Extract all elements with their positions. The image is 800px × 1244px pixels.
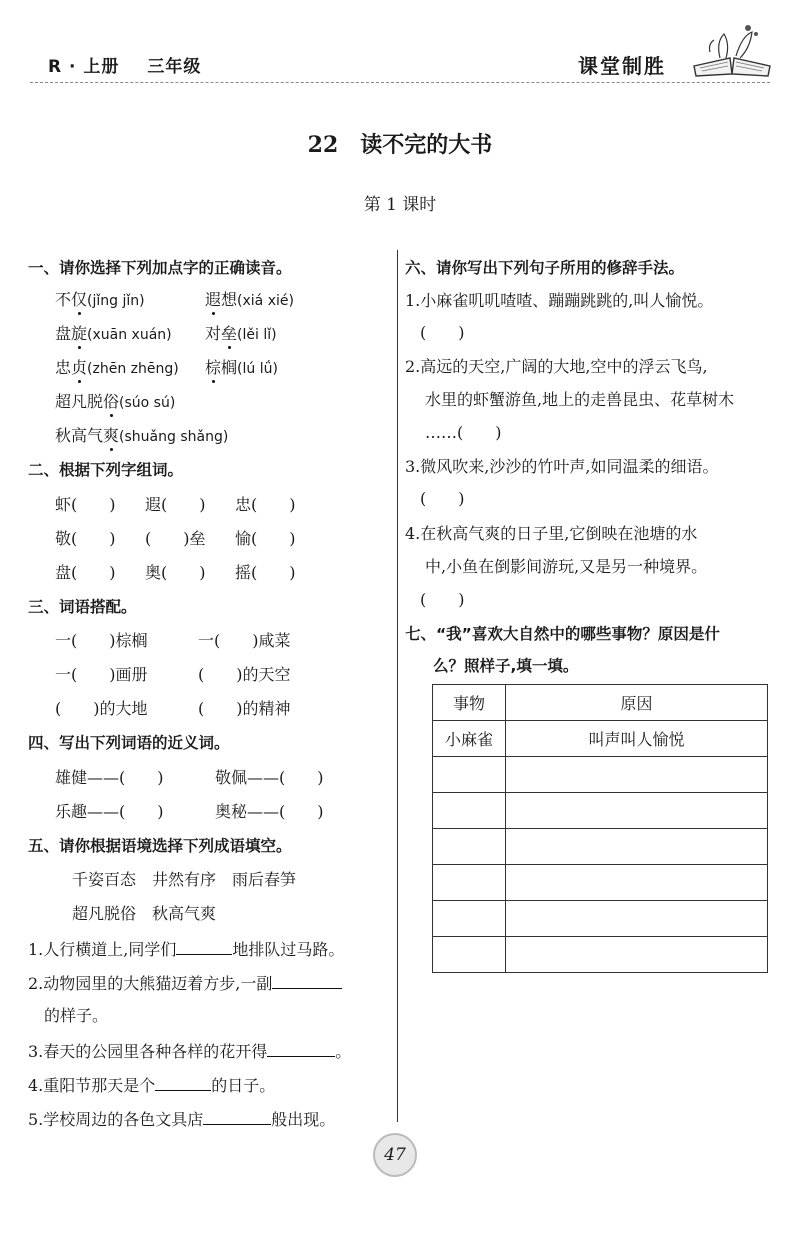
- s5-q2-cont: 的样子。: [44, 1006, 109, 1025]
- table-cell[interactable]: [506, 937, 768, 973]
- s3-cell: ( )的精神: [198, 699, 291, 718]
- s2-cell: 虾( ): [55, 495, 116, 514]
- s2-cell: 忠( ): [235, 495, 296, 514]
- table-row[interactable]: [433, 793, 768, 829]
- s1-item-2: 遐想(xiá xié): [205, 290, 294, 309]
- s6-q2-line3[interactable]: ……( ): [425, 423, 502, 442]
- s3-heading: 三、词语搭配。: [28, 598, 137, 616]
- s2-cell: 摇( ): [235, 563, 296, 582]
- s6-q3: 3.微风吹来,沙沙的竹叶声,如同温柔的细语。: [405, 457, 719, 476]
- table-cell[interactable]: [506, 793, 768, 829]
- fill-blank[interactable]: [267, 1043, 335, 1057]
- s2-cell: 奥( ): [145, 563, 206, 582]
- table-cell[interactable]: [506, 829, 768, 865]
- s2-heading: 二、根据下列字组词。: [28, 461, 184, 479]
- lesson-period: 第 1 课时: [363, 195, 437, 215]
- header-edition: [48, 52, 201, 77]
- s1-item-6: 棕榈(lú lǘ): [205, 358, 278, 377]
- s6-q4-line2: 中,小鱼在倒影间游玩,又是另一种境界。: [425, 557, 708, 576]
- edition-label: R · 上册: [48, 57, 120, 77]
- table-row[interactable]: [433, 937, 768, 973]
- table-cell[interactable]: [433, 937, 506, 973]
- s5-heading: 五、请你根据语境选择下列成语填空。: [28, 837, 292, 855]
- s1-item-5: 忠贞(zhēn zhēng): [55, 358, 179, 377]
- table-row[interactable]: [433, 865, 768, 901]
- s3-cell: ( )的天空: [198, 665, 291, 684]
- s5-idioms-row-2: 超凡脱俗 秋高气爽: [72, 904, 217, 923]
- s6-q2-line2: 水里的虾蟹游鱼,地上的走兽昆虫、花草树木: [425, 390, 735, 409]
- s5-q5: 5.学校周边的各色文具店 般出现。: [28, 1110, 336, 1129]
- s3-cell: 一( )咸菜: [198, 631, 291, 650]
- table-row[interactable]: [433, 757, 768, 793]
- table-cell[interactable]: [433, 865, 506, 901]
- s4-heading: 四、写出下列词语的近义词。: [28, 734, 230, 752]
- s4-cell: 敬佩——( ): [215, 768, 324, 787]
- lesson-number: 22: [307, 132, 339, 158]
- header-divider: [30, 82, 770, 83]
- column-divider: [397, 250, 398, 1122]
- s1-heading: 一、请你选择下列加点字的正确读音。: [28, 259, 292, 277]
- s7-heading-line2: 么？照样子,填一填。: [433, 657, 579, 675]
- s1-item-3: 盘旋(xuān xuán): [55, 324, 172, 343]
- open-book-icon: [690, 22, 774, 78]
- s3-cell: 一( )棕榈: [55, 631, 148, 650]
- s5-q2: 2.动物园里的大熊猫迈着方步,一副: [28, 971, 342, 994]
- nature-things-table: [432, 684, 768, 973]
- example-reason: 叫声叫人愉悦: [506, 721, 768, 757]
- s6-a1[interactable]: ( ): [420, 323, 465, 342]
- lesson-title: [0, 128, 800, 159]
- table-cell[interactable]: [433, 901, 506, 937]
- s5-q4: 4.重阳节那天是个 的日子。: [28, 1076, 276, 1095]
- table-row: [433, 721, 768, 757]
- table-cell[interactable]: [506, 901, 768, 937]
- fill-blank[interactable]: [203, 1111, 271, 1125]
- s1-item-1: 不仅(jǐng jǐn): [55, 290, 145, 309]
- s6-a4[interactable]: ( ): [420, 590, 465, 609]
- table-header-row: [433, 685, 768, 721]
- s5-q3: 3.春天的公园里各种各样的花开得 。: [28, 1042, 352, 1061]
- table-cell[interactable]: [433, 757, 506, 793]
- table-cell[interactable]: [506, 865, 768, 901]
- s1-item-4: 对垒(lěi lǐ): [205, 324, 277, 343]
- s3-cell: ( )的大地: [55, 699, 148, 718]
- table-cell[interactable]: [433, 793, 506, 829]
- s2-cell: 遐( ): [145, 495, 206, 514]
- example-thing: 小麻雀: [433, 721, 506, 757]
- s6-q4-line1: 4.在秋高气爽的日子里,它倒映在池塘的水: [405, 524, 698, 543]
- s6-q1: 1.小麻雀叽叽喳喳、蹦蹦跳跳的,叫人愉悦。: [405, 291, 714, 310]
- s4-cell: 雄健——( ): [55, 768, 164, 787]
- fill-blank[interactable]: [176, 941, 232, 955]
- table-header-thing: 事物: [433, 685, 506, 721]
- s6-q2-line1: 2.高远的天空,广阔的大地,空中的浮云飞鸟,: [405, 357, 708, 376]
- page-number: 47: [373, 1133, 417, 1177]
- fill-blank[interactable]: [155, 1077, 211, 1091]
- s4-cell: 奥秘——( ): [215, 802, 324, 821]
- lesson-name: 读不完的大书: [360, 132, 493, 158]
- s5-idioms-row-1: 千姿百态 井然有序 雨后春笋: [72, 870, 297, 889]
- s2-cell: ( )垒: [145, 529, 206, 548]
- s2-cell: 敬( ): [55, 529, 116, 548]
- table-header-reason: 原因: [506, 685, 768, 721]
- fill-blank[interactable]: [272, 975, 342, 989]
- s4-cell: 乐趣——( ): [55, 802, 164, 821]
- table-cell[interactable]: [506, 757, 768, 793]
- s7-heading-line1: 七、“我”喜欢大自然中的哪些事物？原因是什: [405, 625, 720, 643]
- s3-cell: 一( )画册: [55, 665, 148, 684]
- s6-a3[interactable]: ( ): [420, 489, 465, 508]
- s1-item-7: 超凡脱俗(súo sú): [55, 392, 176, 411]
- grade-label: 三年级: [147, 57, 202, 77]
- s2-cell: 愉( ): [235, 529, 296, 548]
- s2-cell: 盘( ): [55, 563, 116, 582]
- s6-heading: 六、请你写出下列句子所用的修辞手法。: [405, 259, 685, 277]
- s5-q1: 1.人行横道上,同学们 地排队过马路。: [28, 940, 345, 959]
- table-row[interactable]: [433, 829, 768, 865]
- table-cell[interactable]: [433, 829, 506, 865]
- table-row[interactable]: [433, 901, 768, 937]
- brand-label: 课堂制胜: [578, 54, 666, 78]
- s1-item-8: 秋高气爽(shuǎng shǎng): [55, 426, 229, 445]
